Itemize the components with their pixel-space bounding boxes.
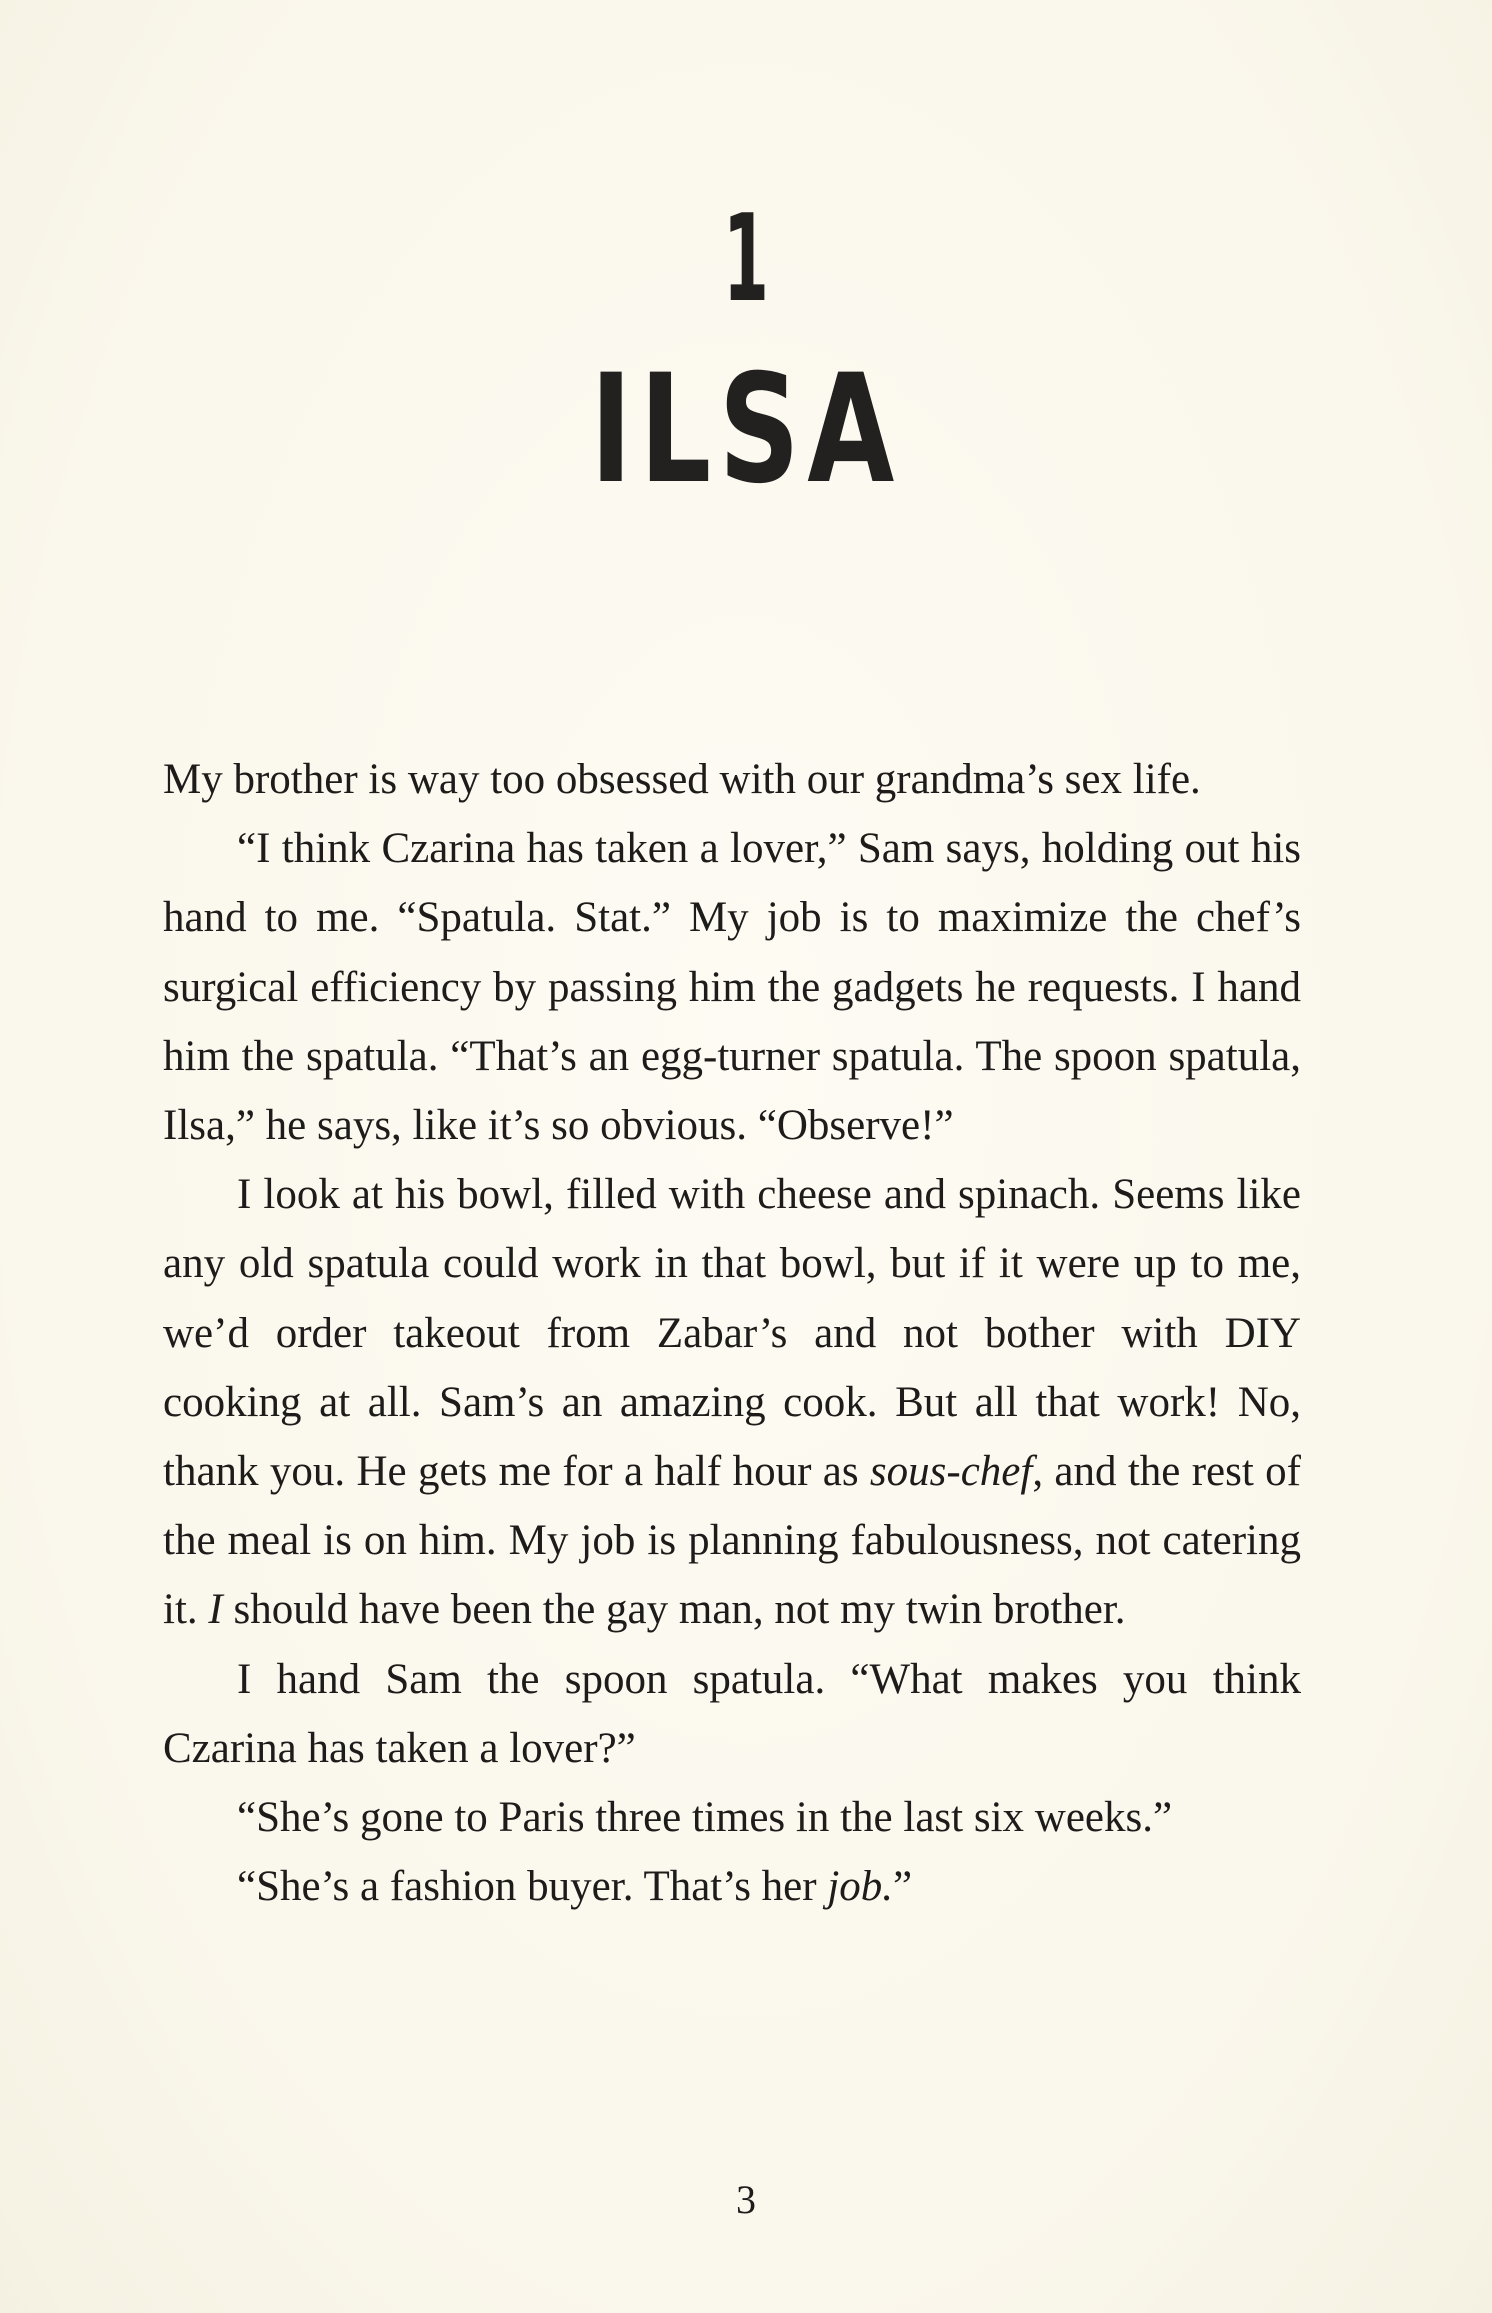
paragraph-text: , and the rest of the meal is on him. My job is planning fabulousness, not catering it. [163,1448,1301,1634]
paragraph-text: ” [893,1863,913,1911]
page-number: 3 [736,2177,756,2222]
italic-text: job. [827,1863,894,1911]
paragraph [163,1783,1301,1852]
paragraph [163,814,1301,1160]
paragraph-text: “I think Czarina has taken a lover,” Sam says, holding out his hand to me. “Spatula. Stat.” My job is to maximize the chef’s surgical efficiency by passing him the gadgets he requests. I hand him the spatula. “That’s an egg-turner spatula. The spoon spatula, Ilsa,” he says, like it’s so obvious. “Observe!” [163,825,1301,1150]
paragraph-text: should have been the gay man, not my twin brother. [222,1586,1126,1634]
paragraph-text: I hand Sam the spoon spatula. “What makes you think Czarina has taken a lover?” [163,1655,1301,1772]
paragraph [163,1645,1301,1783]
italic-text: I [208,1586,223,1634]
paragraph-text: My brother is way too obsessed with our grandma’s sex life. [163,756,1201,803]
paragraph [163,1852,1301,1921]
paragraph [163,1160,1301,1644]
paragraph-text: “She’s a fashion buyer. That’s her [237,1863,828,1911]
italic-text: sous-chef [869,1448,1033,1496]
paragraph [163,745,1301,814]
paragraph-text: I look at his bowl, filled with cheese and spinach. Seems like any old spatula could work in that bowl, but if it were up to me, we’d order takeout from Zabar’s and not bother with DIY cooking at all. Sam’s an amazing cook. But all that work! No, thank you. He gets me for a half hour as [163,1171,1301,1496]
paragraph-text: “She’s gone to Paris three times in the last six weeks.” [237,1794,1173,1842]
chapter-title: ILSA [590,343,902,517]
chapter-body [163,745,1301,1921]
chapter-number: 1 [723,190,769,329]
